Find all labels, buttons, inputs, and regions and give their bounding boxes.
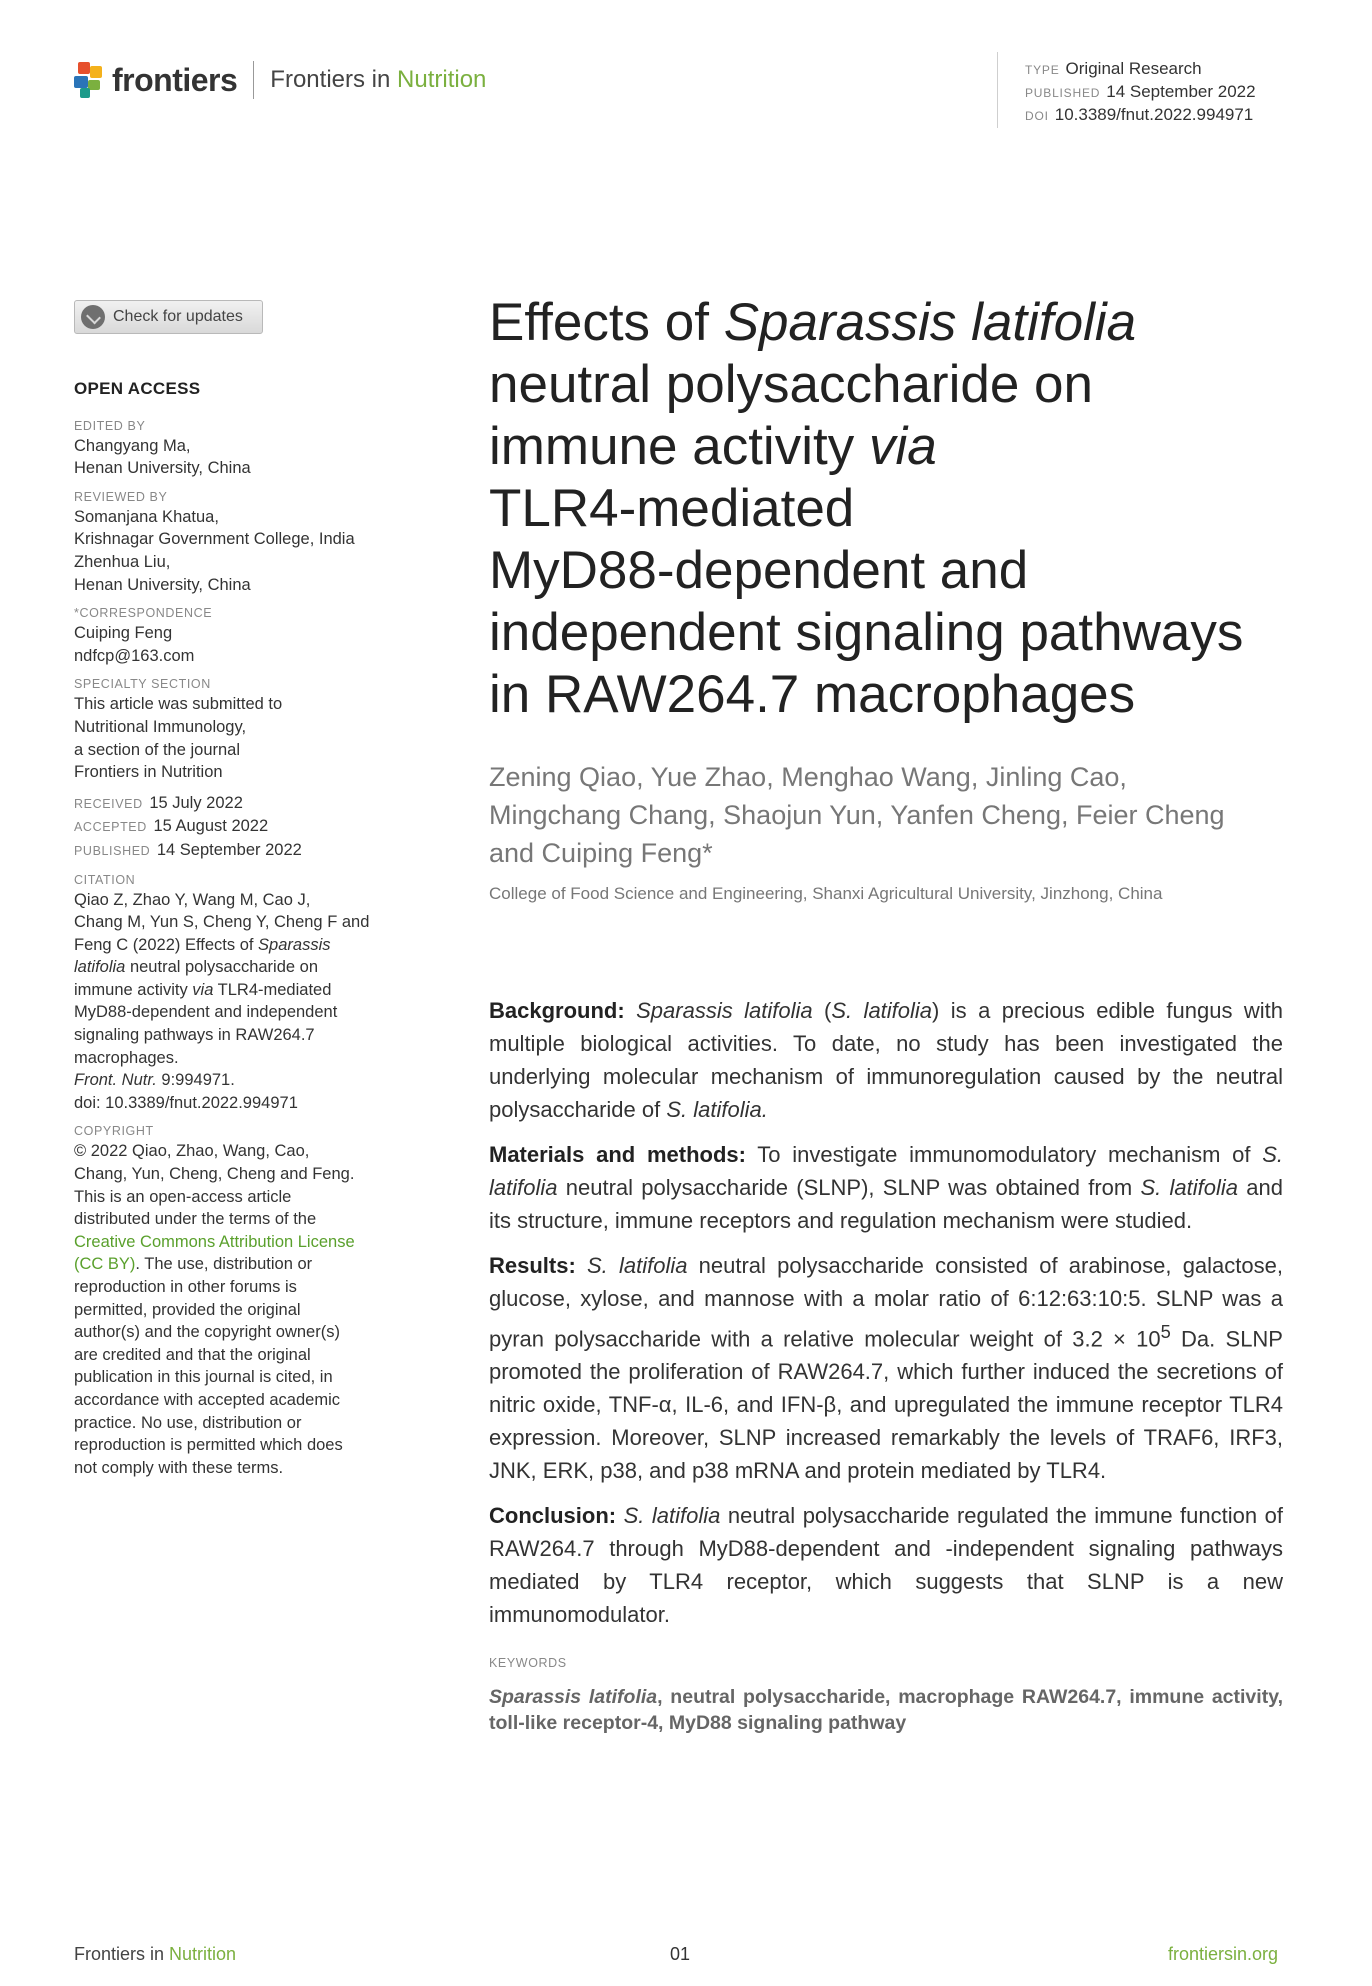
copyright-line: (CC BY). The use, distribution or [74,1255,313,1274]
specialty-line: a section of the journal [74,740,241,759]
copyright-line: accordance with accepted academic [74,1390,340,1409]
correspondence-label: *CORRESPONDENCE [74,606,213,621]
citation-line: Chang M, Yun S, Cheng Y, Cheng F and [74,913,370,932]
article-sidebar [74,378,396,1479]
copyright-line: reproduction in other forums is [74,1278,297,1296]
reviewer-name: Zhenhua Liu, [74,552,171,571]
citation-doi: doi: 10.3389/fnut.2022.994971 [74,1093,298,1112]
keywords: Sparassis latifolia, neutral polysaccharide, macrophage RAW264.7, immune activity, toll-like receptor-4, MyD88 signaling pathway [489,1686,1284,1734]
specialty-line: This article was submitted to [74,695,283,714]
reviewer-affiliation: Krishnagar Government College, India [74,530,355,549]
frontiers-logo[interactable] [74,58,486,102]
check-updates-icon [81,305,105,329]
keywords-label: KEYWORDS [489,1656,567,1670]
abstract-methods: Materials and methods: To investigate immunomodulatory mechanism of S. latifolia neutral polysaccharide (SLNP), SLNP was obtained from S. latifolia and its structure, immune receptors and regulation mechanism were studied. [489,1142,1284,1233]
correspondence-name: Cuiping Feng [74,624,173,643]
received-date: RECEIVED 15 July 2022 [74,793,243,812]
abstract-conclusion: Conclusion: S. latifolia neutral polysaccharide regulated the immune function of RAW264.7 through MyD88-dependent and -independent signaling pathways mediated by TLR4 receptor, which suggests that SLNP is a new immunomodulator. [489,1503,1283,1628]
abstract [489,994,1283,1643]
footer-journal: Frontiers in Nutrition [74,1944,237,1964]
reviewer-name: Somanjana Khatua, [74,507,219,526]
copyright-label: COPYRIGHT [74,1124,154,1139]
copyright-line: This is an open-access article [74,1187,292,1206]
reviewer-affiliation: Henan University, China [74,575,251,594]
affiliation: College of Food Science and Engineering, Shanxi Agricultural University, Jinzhong, China [489,884,1163,903]
editor-affiliation: Henan University, China [74,459,251,478]
copyright-line: publication in this journal is cited, in [74,1368,333,1387]
correspondence-email[interactable]: ndfcp@163.com [74,646,195,665]
copyright-line: author(s) and the copyright owner(s) [74,1323,340,1342]
copyright-line: practice. No use, distribution or [74,1413,302,1432]
logo-divider [253,61,254,99]
citation-label: CITATION [74,872,136,887]
copyright-line: reproduction is permitted which does [74,1436,343,1455]
copyright-line: not comply with these terms. [74,1458,284,1477]
open-access-label: OPEN ACCESS [74,379,201,398]
copyright-line: permitted, provided the original [74,1300,301,1319]
article-published: PUBLISHED 14 September 2022 [1025,82,1256,101]
copyright-line: © 2022 Qiao, Zhao, Wang, Cao, [74,1142,310,1161]
reviewed-by-label: REVIEWED BY [74,489,168,504]
citation-line: Qiao Z, Zhao Y, Wang M, Cao J, [74,890,311,909]
frontiers-logo-icon [74,62,106,98]
citation-line: immune activity via TLR4-mediated [74,980,332,999]
citation-line: Feng C (2022) Effects of Sparassis [74,935,331,954]
copyright-line: Chang, Yun, Cheng, Cheng and Feng. [74,1165,355,1184]
copyright-line: are credited and that the original [74,1345,311,1364]
accepted-date: ACCEPTED 15 August 2022 [74,817,269,836]
published-date: PUBLISHED 14 September 2022 [74,840,302,859]
footer-site-link[interactable]: frontiersin.org [1168,1944,1279,1964]
doi-link[interactable]: 10.3389/fnut.2022.994971 [1054,105,1254,124]
article-type: TYPE Original Research [1025,59,1202,78]
specialty-section-label: SPECIALTY SECTION [74,677,211,692]
logo-wordmark: frontiers [112,61,238,98]
article-title: Effects of Sparassis latifolia neutral polysaccharide on immune activity via TLR4-mediated MyD88-dependent and independent signaling pathways in RAW264.7 macrophages [489,293,1244,724]
citation-line: MyD88-dependent and independent [74,1003,338,1022]
specialty-line: Nutritional Immunology, [74,717,247,736]
page-number: 01 [670,1944,691,1964]
citation-line: latifolia neutral polysaccharide on [74,958,318,977]
article-doi: DOI 10.3389/fnut.2022.994971 [1025,105,1254,124]
abstract-results: Results: S. latifolia neutral polysaccharide consisted of arabinose, galactose, glucose, xylose, and mannose with a molar ratio of 6:12:63:10:5. SLNP was a pyran polysaccharide with a relative molecular weight of $3.2 \times 10^5$ Da. SLNP promoted the proliferation of RAW264.7, which further induced the secretions of nitric oxide, TNF-α, IL-6, and IFN-β, and upregulated the immune receptor TLR4 expression. Moreover, SLNP increased remarkably the levels of TRAF6, IRF3, JNK, ERK, p38, and p38 mRNA and protein mediated by TLR4. [489,1253,1283,1484]
citation-line: macrophages. [74,1048,179,1067]
author-list: Zening Qiao, Yue Zhao, Menghao Wang, Jinling Cao, Mingchang Chang, Shaojun Yun, Yanfen Cheng, Feier Cheng and Cuiping Feng* [489,762,1225,868]
article-meta [1025,58,1256,127]
copyright-line: distributed under the terms of the [74,1210,317,1229]
editor-name: Changyang Ma, [74,436,191,455]
check-for-updates-button[interactable]: Check for updates [74,300,263,334]
license-link[interactable]: Creative Commons Attribution License [74,1232,355,1251]
abstract-background: Background: Sparassis latifolia (S. latifolia) is a precious edible fungus with multiple biological activities. To date, no study has been investigated the underlying molecular mechanism of immunoregulation caused by the neutral polysaccharide of S. latifolia. [489,998,1284,1122]
citation-line: Front. Nutr. 9:994971. [74,1071,235,1090]
citation-line: signaling pathways in RAW264.7 [74,1026,315,1045]
specialty-line: Frontiers in Nutrition [74,763,223,782]
meta-divider [997,52,998,128]
license-link[interactable]: (CC BY) [74,1255,136,1274]
edited-by-label: EDITED BY [74,418,146,433]
journal-name: Frontiers in Nutrition [270,66,487,93]
